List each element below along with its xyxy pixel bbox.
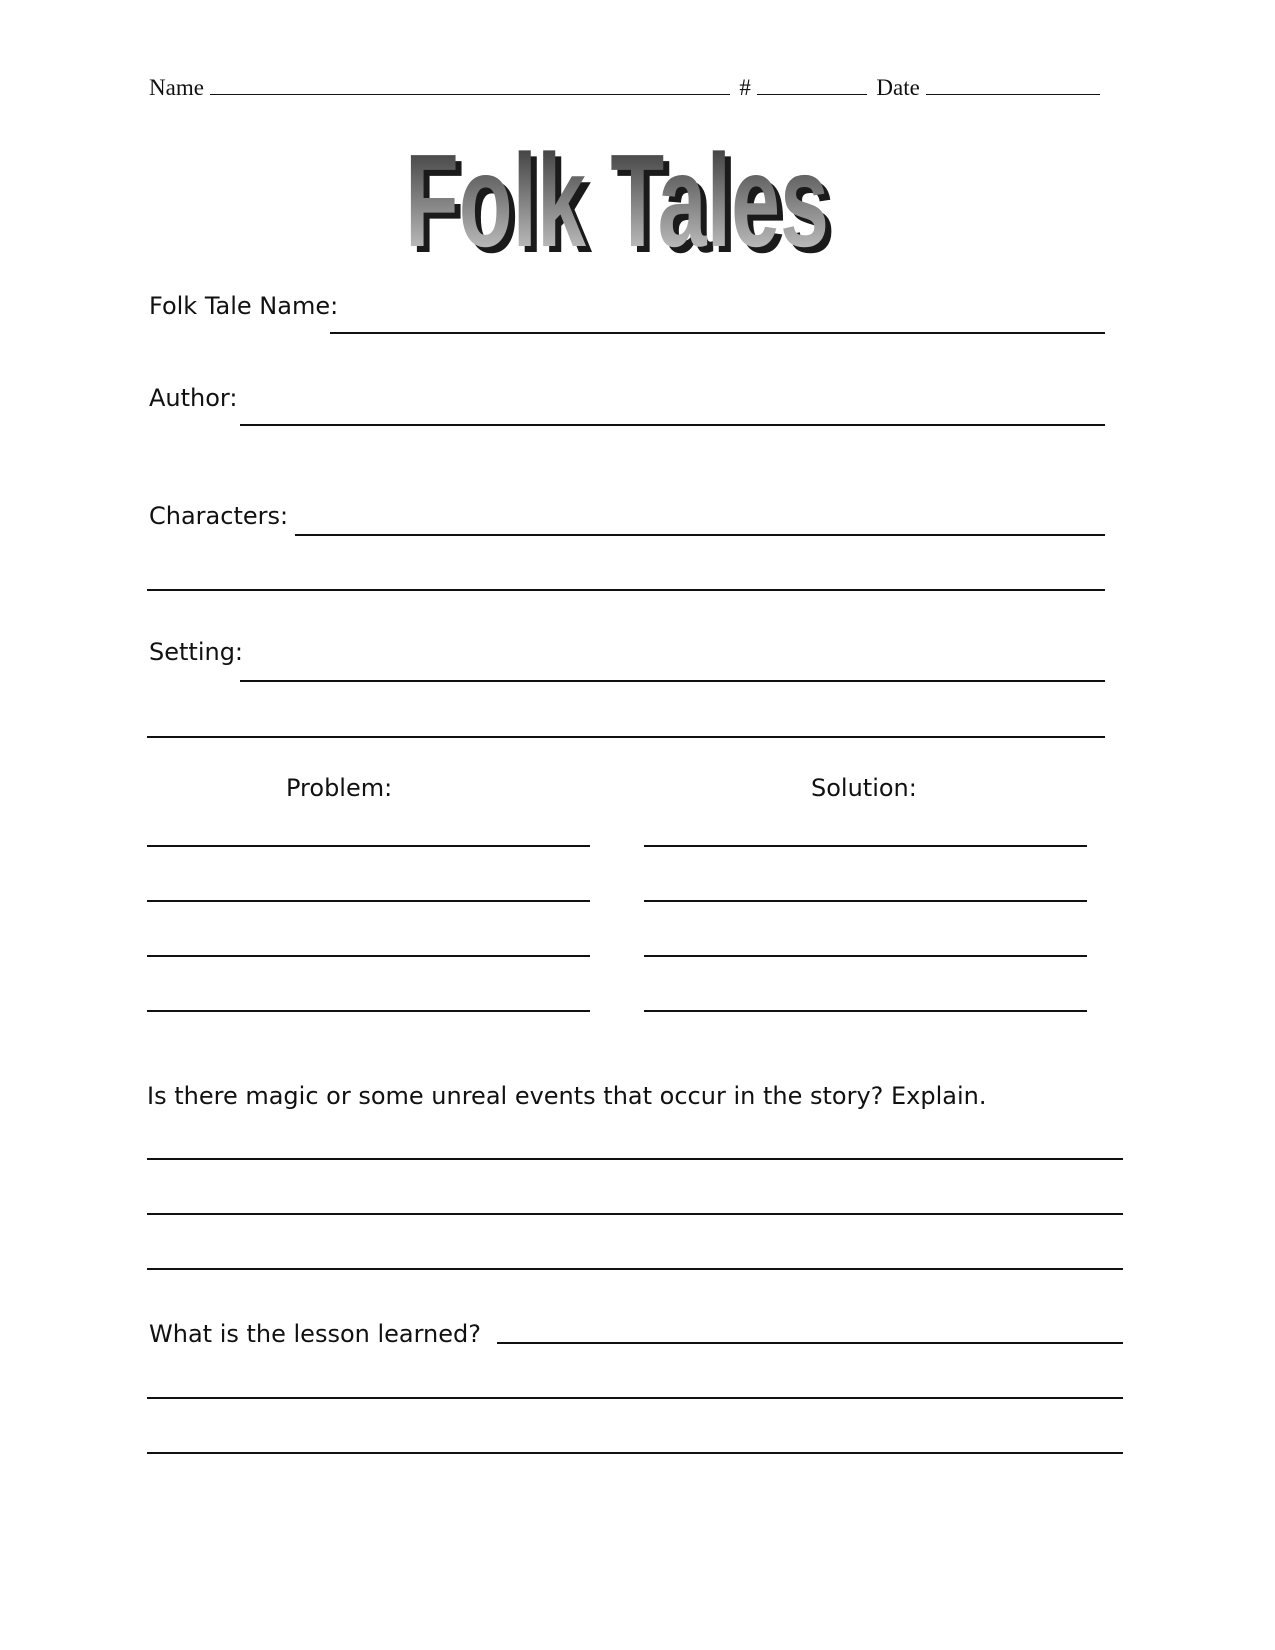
folk-tale-name-label: Folk Tale Name: — [149, 292, 339, 320]
characters-line-2[interactable] — [147, 589, 1105, 591]
lesson-question-label: What is the lesson learned? — [149, 1320, 482, 1348]
author-label: Author: — [149, 384, 238, 412]
characters-line-1[interactable] — [295, 534, 1105, 536]
date-label: Date — [876, 75, 920, 100]
setting-line-1[interactable] — [240, 680, 1105, 682]
magic-answer-line-2[interactable] — [147, 1213, 1123, 1215]
worksheet-title — [405, 138, 845, 268]
lesson-answer-line-2[interactable] — [147, 1397, 1123, 1399]
number-label: # — [739, 75, 751, 100]
setting-line-2[interactable] — [147, 736, 1105, 738]
problem-line-2[interactable] — [147, 900, 590, 902]
magic-question-label: Is there magic or some unreal events that occur in the story? Explain. — [147, 1082, 987, 1110]
number-blank[interactable] — [757, 74, 867, 95]
problem-line-3[interactable] — [147, 955, 590, 957]
problem-label: Problem: — [286, 774, 393, 802]
solution-line-1[interactable] — [644, 845, 1087, 847]
title-text: Folk Tales — [405, 138, 829, 268]
worksheet-header — [149, 74, 1100, 101]
solution-line-2[interactable] — [644, 900, 1087, 902]
author-line[interactable] — [240, 424, 1105, 426]
lesson-answer-line-1[interactable] — [497, 1342, 1123, 1344]
name-blank[interactable] — [210, 74, 730, 95]
magic-answer-line-3[interactable] — [147, 1268, 1123, 1270]
folk-tale-name-line[interactable] — [330, 332, 1105, 334]
solution-line-3[interactable] — [644, 955, 1087, 957]
solution-label: Solution: — [811, 774, 917, 802]
lesson-answer-line-3[interactable] — [147, 1452, 1123, 1454]
title-shadow: Folk Tales — [411, 138, 835, 268]
solution-line-4[interactable] — [644, 1010, 1087, 1012]
problem-line-1[interactable] — [147, 845, 590, 847]
characters-label: Characters: — [149, 502, 289, 530]
name-label: Name — [149, 75, 204, 100]
problem-line-4[interactable] — [147, 1010, 590, 1012]
setting-label: Setting: — [149, 638, 244, 666]
date-blank[interactable] — [926, 74, 1100, 95]
magic-answer-line-1[interactable] — [147, 1158, 1123, 1160]
